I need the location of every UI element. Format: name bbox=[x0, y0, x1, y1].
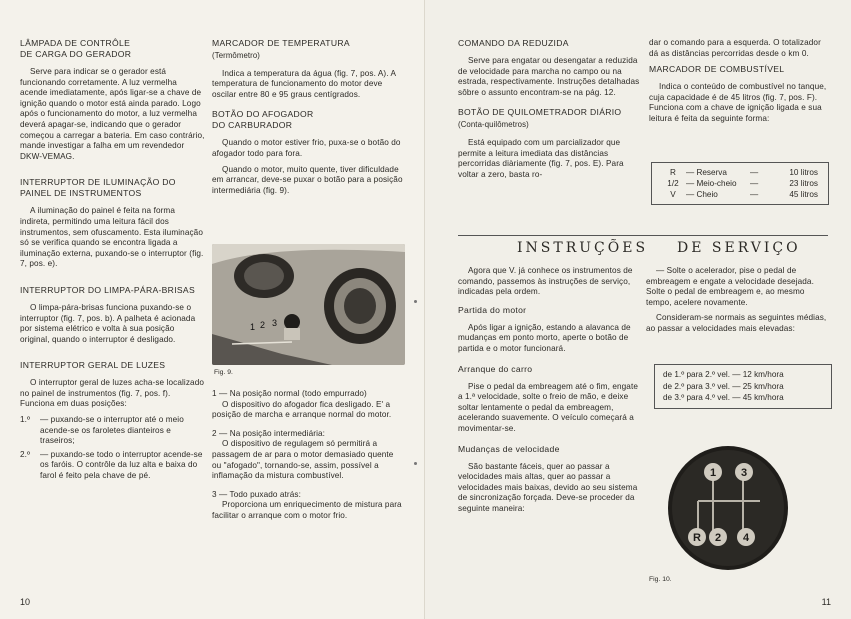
arranque-body: Pise o pedal da embreagem até o fim, engate a 1.ª velocidade, solte o freio de mão, e deixe soltar lentamente o pedal da embreagem, acelerando suavemente. O veículo começará a movimentar-se. bbox=[458, 381, 638, 433]
fuel-dash-reserva: — bbox=[750, 168, 759, 177]
geral-item-2-number: 2.º bbox=[20, 449, 31, 459]
troca-instrucoes: — Solte o acelerador, pise o pedal de embreagem e engate a velocidade desejada. Solte o pedal de embreagem e, ao mesmo tempo, acelere novamente. bbox=[646, 266, 814, 307]
posicao-2-title: — Na posição intermediária: bbox=[219, 428, 326, 438]
geral-item-2-text: — puxando-se todo o interruptor acende-se os faróis. O contrôle da luz alta e baixa do farol é feito pela chave de pé. bbox=[40, 449, 203, 481]
fig-10-image bbox=[668, 446, 788, 570]
gear-label-r: R bbox=[693, 532, 701, 544]
mudancas-body: São bastante fáceis, quer ao passar a velocidades mais altas, quer ao passar a velocidades mais baixas, devido ao seu sistema de sincronização forçada. Deve-se proceder da seguinte maneira: bbox=[458, 461, 638, 513]
gear-knob-photo bbox=[668, 446, 788, 570]
right-column-2 bbox=[649, 38, 829, 130]
temperatura-body: Indica a temperatura da água (fig. 7, pos. A). A temperatura de funcionamento do motor deve oscilar entre 80 e 95 graus centígrados. bbox=[212, 68, 396, 99]
posicao-1-number: 1 bbox=[212, 389, 217, 398]
afogador-heading-line-1: BOTÃO DO AFOGADOR bbox=[212, 109, 314, 120]
geral-heading: INTERRUPTOR GERAL DE LUZES bbox=[20, 360, 166, 371]
lampada-heading-line-1: LÂMPADA DE CONTRÔLE bbox=[20, 38, 131, 48]
lampada-body: Serve para indicar se o gerador está funcionando corretamente. A luz vermelha acende imediatamente, após ligar-se a chave de ignição quando o motor está ainda parado. Logo após o funcionamento do motor, a luz vermelha deverá apagar-se, indicando que o gerador começou a carregar a bateria. Em caso contrário, mande investigar a falha em um revendedor DKW-VEMAG. bbox=[20, 67, 205, 161]
dashboard-photo bbox=[212, 244, 405, 365]
fuel-label-meio: — Meio-cheio bbox=[686, 179, 737, 188]
right-lower-column-1 bbox=[458, 266, 640, 520]
posicao-3-number: 3 bbox=[212, 489, 217, 499]
fuel-value-meio: 23 litros bbox=[789, 179, 818, 188]
posicao-2-number: 2 bbox=[212, 428, 217, 438]
posicao-1-text: O dispositivo do afogador fica desligado. E' a posição de marcha e arranque normal do motor. bbox=[212, 399, 392, 420]
posicao-3-title: — Todo puxado atrás: bbox=[219, 489, 301, 499]
posicao-3-text: Proporciona um enriquecimento de mistura para facilitar o arranque com o motor frio. bbox=[212, 500, 402, 520]
fuel-dash-meio: — bbox=[750, 179, 759, 188]
afogador-heading-line-2: DO CARBURADOR bbox=[212, 120, 293, 131]
temperatura-heading: MARCADOR DE TEMPERATURA bbox=[212, 38, 350, 48]
binding-hole-bottom bbox=[414, 462, 417, 465]
posicao-1-extra: (todo empurrado) bbox=[302, 389, 367, 398]
afogador-heading bbox=[212, 109, 404, 131]
right-page bbox=[425, 0, 851, 619]
quilometrador-continuation: dar o comando para a esquerda. O totalizador dá as distâncias percorridas desde o km 0. bbox=[649, 38, 821, 58]
geral-item-1 bbox=[20, 415, 206, 447]
geral-item-1-text: — puxando-se o interruptor até o meio acende-se os faroletes dianteiros e traseiros; bbox=[40, 415, 184, 446]
posicoes-list bbox=[212, 389, 404, 527]
reduzida-heading: COMANDO DA REDUZIDA bbox=[458, 38, 569, 48]
left-page bbox=[0, 0, 425, 619]
partida-heading: Partida do motor bbox=[458, 304, 527, 315]
fig-9-caption: Fig. 9. bbox=[214, 369, 233, 376]
posicao-3 bbox=[212, 490, 404, 522]
right-column-1 bbox=[458, 38, 644, 185]
fuel-dash-cheio: — bbox=[750, 190, 759, 199]
section-title-instrucoes: INSTRUÇÕES bbox=[517, 240, 649, 256]
fuel-label-cheio: — Cheio bbox=[686, 190, 718, 199]
afogador-body-1: Quando o motor estiver frio, puxa-se o botão do afogador todo para fora. bbox=[212, 138, 401, 158]
quilometrador-subheading: (Conta-quilômetros) bbox=[458, 120, 529, 130]
fig-9-image bbox=[212, 244, 405, 365]
fuel-value-cheio: 45 litros bbox=[789, 190, 818, 199]
temperatura-subheading: (Termômetro) bbox=[212, 51, 260, 60]
combustivel-body: Indica o conteúdo de combustível no tanque, cuja capacidade é de 45 litros (fig. 7, pos. F). Funciona com a chave de ignição ligada e sua leitura é feita da seguinte forma: bbox=[649, 82, 827, 123]
iluminacao-heading bbox=[20, 177, 206, 199]
iluminacao-heading-line-2: PAINEL DE INSTRUMENTOS bbox=[20, 188, 142, 199]
binding-hole-top bbox=[414, 300, 417, 303]
left-column-1 bbox=[20, 38, 206, 485]
iluminacao-heading-line-1: INTERRUPTOR DE ILUMINAÇÃO DO bbox=[20, 177, 176, 188]
iluminacao-body: A iluminação do painel é feita na forma indireta, permitindo uma leitura fácil dos instrumentos, sem ofuscamento. Esta iluminação só se verifica quando se encontra ligada a iluminação externa, puxando-se o interruptor (fig. 7, pos. e). bbox=[20, 206, 204, 269]
geral-body: O interruptor geral de luzes acha-se localizado no painel de instrumentos (fig. 7, pos. f). Funciona em duas posições: bbox=[20, 378, 204, 409]
page-number-left: 10 bbox=[20, 597, 31, 607]
geral-item-2 bbox=[20, 450, 206, 482]
fig-9-label-1: 1 bbox=[250, 322, 256, 332]
speed-row-2: de 2.º para 3.º vel. — 25 km/hora bbox=[663, 381, 784, 391]
lampada-heading bbox=[20, 38, 206, 60]
geral-item-1-number: 1.º bbox=[20, 415, 31, 425]
fuel-value-reserva: 10 litros bbox=[789, 168, 818, 177]
gear-label-3: 3 bbox=[740, 467, 748, 479]
page-number-right: 11 bbox=[821, 597, 831, 607]
fuel-key-reserva: R bbox=[670, 168, 676, 177]
right-lower-column-2 bbox=[646, 266, 830, 340]
posicao-1 bbox=[212, 389, 404, 421]
partida-body: Após ligar a ignição, estando a alavanca de mudanças em ponto morto, aperte o botão de partida e o motor funcionará. bbox=[458, 322, 631, 353]
section-rule bbox=[458, 235, 828, 236]
fuel-table bbox=[651, 162, 829, 205]
quilometrador-heading: BOTÃO DE QUILOMETRADOR DIÁRIO bbox=[458, 107, 622, 118]
limpa-heading: INTERRUPTOR DO LIMPA-PÁRA-BRISAS bbox=[20, 284, 195, 295]
fig-9-label-2: 2 bbox=[260, 320, 266, 330]
fig-10-caption: Fig. 10. bbox=[649, 576, 672, 583]
gear-label-4: 4 bbox=[742, 532, 750, 544]
medias-normais: Consideram-se normais as seguintes médias, ao passar a velocidades mais elevadas: bbox=[646, 313, 827, 333]
fuel-row-cheio bbox=[660, 189, 820, 200]
combustivel-heading: MARCADOR DE COMBUSTÍVEL bbox=[649, 64, 785, 75]
speed-row-1: de 1.º para 2.º vel. — 12 km/hora bbox=[663, 370, 784, 379]
reduzida-body: Serve para engatar ou desengatar a reduzida de velocidade para marcha no campo ou na estrada, respectivamente. Instruções detalhadas sôbre o assunto encontram-se na pág. 12. bbox=[458, 56, 640, 97]
lampada-heading-line-2: DE CARGA DO GERADOR bbox=[20, 49, 132, 59]
left-column-2 bbox=[212, 38, 404, 201]
mudancas-heading: Mudanças de velocidade bbox=[458, 443, 560, 454]
section-title-servico: DE SERVIÇO bbox=[677, 240, 801, 256]
fuel-key-meio: 1/2 bbox=[667, 179, 679, 188]
fuel-label-reserva: — Reserva bbox=[686, 168, 727, 177]
fuel-key-cheio: V bbox=[670, 190, 676, 199]
quilometrador-body: Está equipado com um parcializador que permite a leitura imediata das distâncias percorridas diàriamente (fig. 7, pos. E). Para voltar a zero, basta ro- bbox=[458, 137, 624, 179]
limpa-body: O limpa-pára-brisas funciona puxando-se o interruptor (fig. 7, pos. b). A palheta é acionada por sistema elétrico e volta à sua posição original, quando o interruptor é desligado. bbox=[20, 302, 196, 344]
fuel-row-reserva bbox=[660, 167, 820, 178]
speed-table bbox=[654, 364, 832, 409]
fig-9-label-3: 3 bbox=[272, 318, 278, 328]
speed-row-3: de 3.º para 4.º vel. — 45 km/hora bbox=[663, 393, 784, 402]
gear-label-1: 1 bbox=[709, 467, 717, 479]
posicao-1-title: — Na posição normal bbox=[219, 389, 300, 398]
posicao-2 bbox=[212, 429, 404, 482]
posicao-2-text: O dispositivo de regulagem só permitirá a passagem de ar para o motor demasiado quente ou "afogado", tornando-se, assim, possível a inflamação da mistura combustível. bbox=[212, 439, 394, 481]
arranque-heading: Arranque do carro bbox=[458, 363, 533, 374]
instrucoes-intro: Agora que V. já conhece os instrumentos de comando, passemos às instruções de serviço, indicadas pela ordem. bbox=[458, 266, 633, 297]
gear-label-2: 2 bbox=[714, 532, 722, 544]
afogador-body-2: Quando o motor, muito quente, tiver dificuldade em arrancar, deve-se puxar o botão para a posição intermediária (fig. 9). bbox=[212, 164, 403, 195]
fuel-row-meio bbox=[660, 178, 820, 189]
